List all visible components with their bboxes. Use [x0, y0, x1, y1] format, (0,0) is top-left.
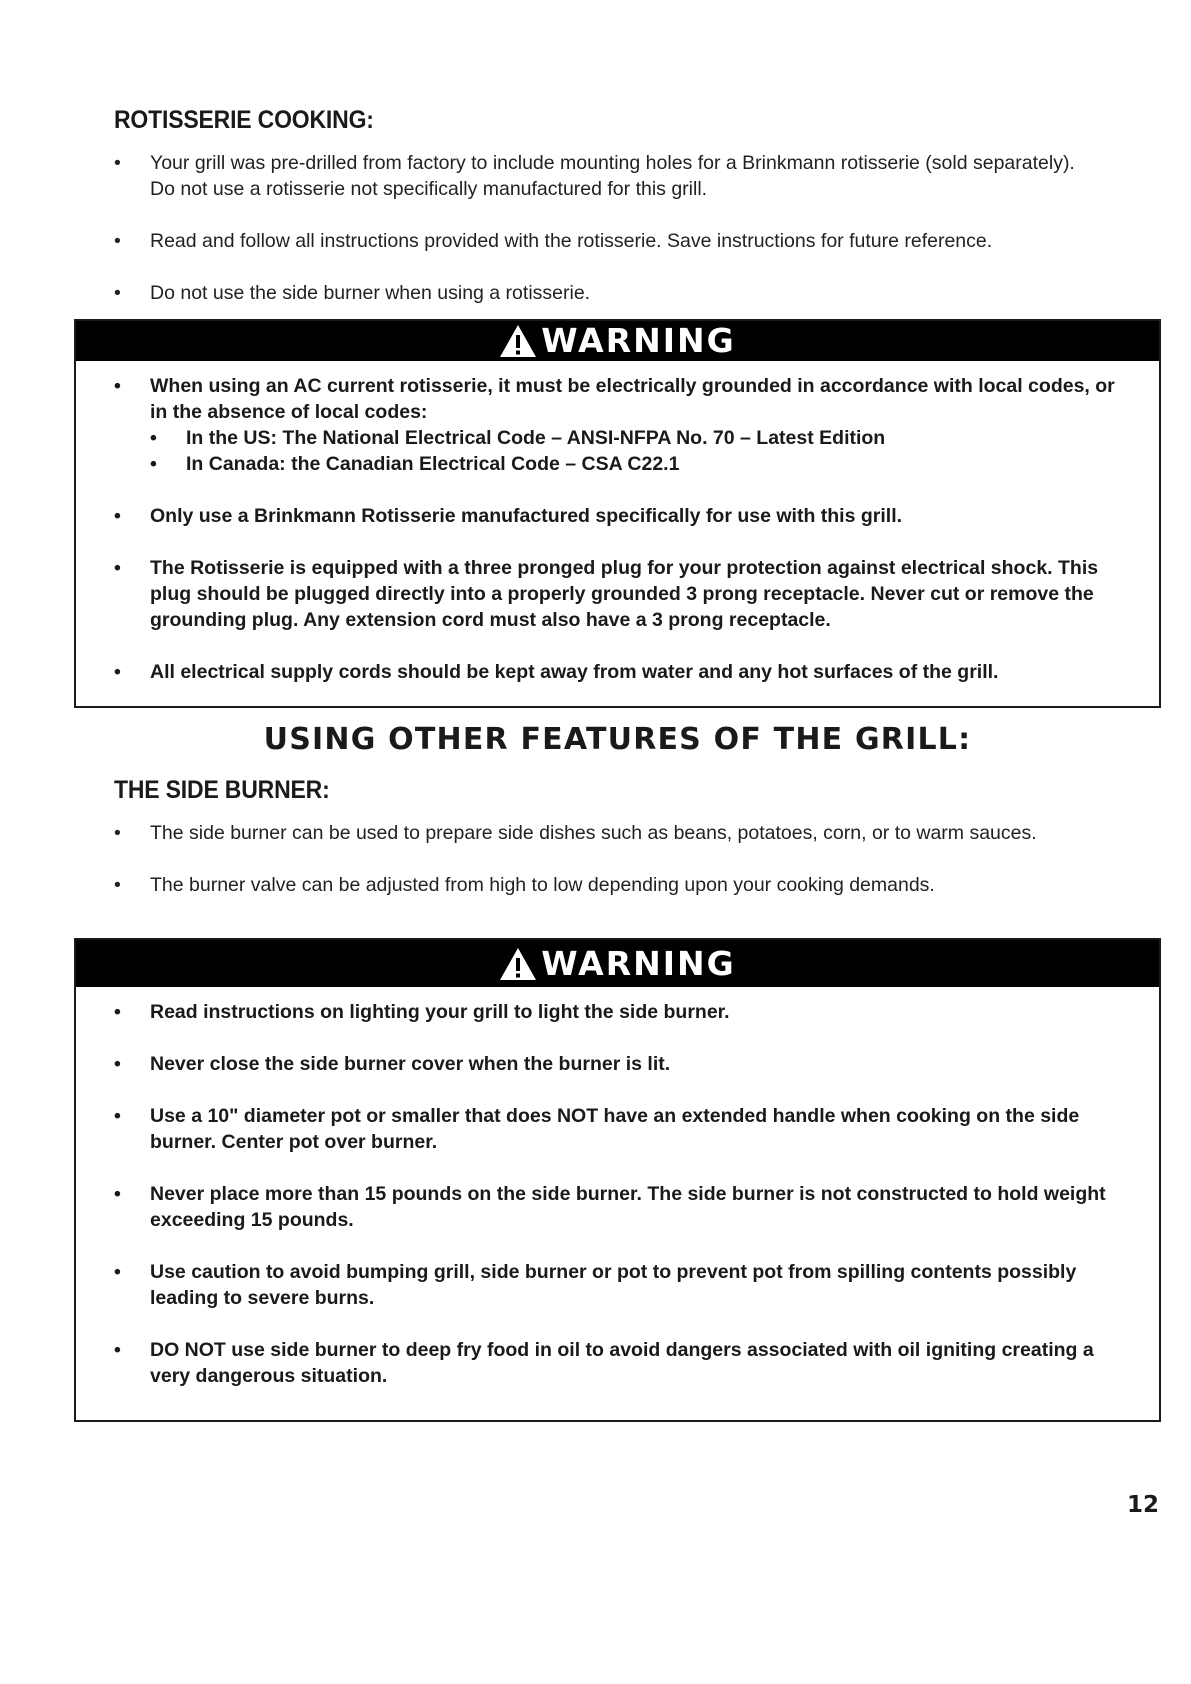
list-item: • Use caution to avoid bumping grill, side burner or pot to prevent pot from spilling contents possibly leading to severe burns.	[114, 1259, 1129, 1311]
list-item: • The side burner can be used to prepare side dishes such as beans, potatoes, corn, or to warm sauces.	[114, 820, 1104, 846]
warning-triangle-icon	[499, 324, 537, 358]
list-item	[114, 373, 1129, 477]
list-item: • In Canada: the Canadian Electrical Code – CSA C22.1	[150, 451, 1129, 477]
list-item: • Only use a Brinkmann Rotisserie manufactured specifically for use with this grill.	[114, 503, 1129, 529]
electrical-code-list	[150, 425, 1129, 477]
list-item: • Never place more than 15 pounds on the side burner. The side burner is not constructed to hold weight exceeding 15 pounds.	[114, 1181, 1129, 1233]
list-item: • The burner valve can be adjusted from high to low depending upon your cooking demands.	[114, 872, 1104, 898]
rotisserie-warning-box	[74, 319, 1161, 708]
side-burner-heading: THE SIDE BURNER:	[114, 776, 330, 804]
rotisserie-list	[114, 150, 1104, 332]
warning-item-text: When using an AC current rotisserie, it must be electrically grounded in accordance with local codes, or in the absence of local codes:	[150, 375, 1115, 423]
side-burner-warning-box	[74, 938, 1161, 1422]
warning-banner	[76, 940, 1159, 987]
warning-triangle-icon	[499, 947, 537, 981]
warning-list	[76, 987, 1159, 1389]
list-item: • The Rotisserie is equipped with a three pronged plug for your protection against electrical shock. This plug should be plugged directly into a properly grounded 3 prong receptacle. Never cut or remove the grounding plug. Any extension cord must also have a 3 prong receptacle.	[114, 555, 1129, 633]
rotisserie-heading: ROTISSERIE COOKING:	[114, 106, 374, 134]
warning-label: WARNING	[541, 943, 736, 983]
warning-list	[76, 361, 1159, 685]
warning-label: WARNING	[541, 321, 736, 360]
page-number: 12	[1126, 1492, 1159, 1518]
list-item: • Never close the side burner cover when the burner is lit.	[114, 1051, 1129, 1077]
list-item: • Use a 10" diameter pot or smaller that does NOT have an extended handle when cooking on the side burner. Center pot over burner.	[114, 1103, 1129, 1155]
features-heading: USING OTHER FEATURES OF THE GRILL:	[263, 722, 972, 757]
list-item: • Do not use the side burner when using a rotisserie.	[114, 280, 1104, 306]
list-item: • Read and follow all instructions provided with the rotisserie. Save instructions for future reference.	[114, 228, 1104, 254]
list-item: • Read instructions on lighting your grill to light the side burner.	[114, 999, 1129, 1025]
warning-banner	[76, 321, 1159, 361]
list-item: • Your grill was pre-drilled from factory to include mounting holes for a Brinkmann rotisserie (sold separately). Do not use a rotisserie not specifically manufactured for this grill.	[114, 150, 1104, 202]
list-item: • DO NOT use side burner to deep fry food in oil to avoid dangers associated with oil igniting creating a very dangerous situation.	[114, 1337, 1129, 1389]
list-item: • In the US: The National Electrical Code – ANSI-NFPA No. 70 – Latest Edition	[150, 425, 1129, 451]
list-item: • All electrical supply cords should be kept away from water and any hot surfaces of the grill.	[114, 659, 1129, 685]
side-burner-list	[114, 820, 1104, 924]
